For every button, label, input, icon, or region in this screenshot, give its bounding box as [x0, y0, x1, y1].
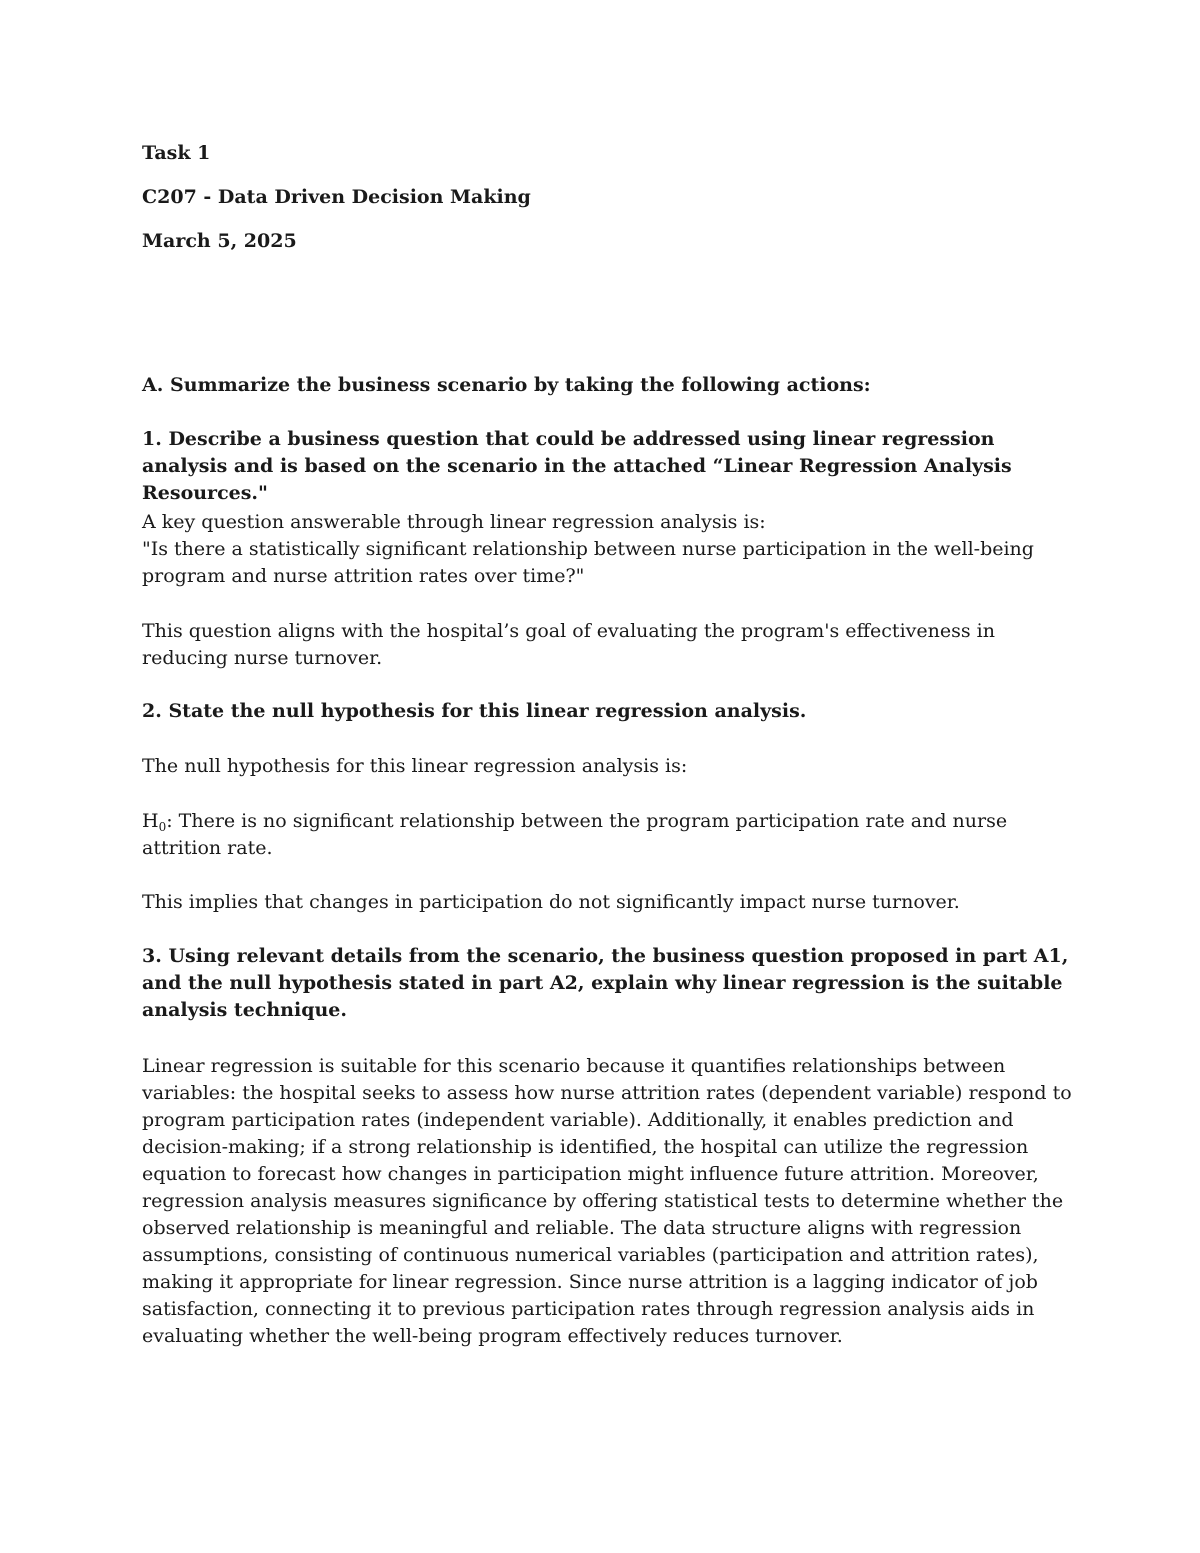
document-date: March 5, 2025	[142, 230, 297, 252]
hypothesis-subscript: 0	[158, 820, 167, 834]
answer-2-implication: This implies that changes in participation do not significantly impact nurse turnover.	[142, 891, 960, 913]
section-a-heading-block	[142, 372, 1072, 399]
hypothesis-text: : There is no significant relationship between the program participation rate and nurse attrition rate.	[142, 810, 1008, 859]
answer-1-intro: A key question answerable through linear regression analysis is:	[142, 511, 766, 533]
question-2: 2. State the null hypothesis for this linear regression analysis.	[142, 700, 807, 722]
hypothesis-symbol: H	[142, 810, 159, 832]
answer-2-intro-block	[142, 753, 1072, 780]
answer-1-alignment-block	[142, 618, 1072, 672]
answer-3-block	[142, 1053, 1072, 1350]
course-title: C207 - Data Driven Decision Making	[142, 186, 531, 208]
answer-2-intro: The null hypothesis for this linear regression analysis is:	[142, 755, 688, 777]
task-title: Task 1	[142, 142, 211, 164]
null-hypothesis	[142, 808, 1072, 862]
answer-1-block	[142, 509, 1072, 590]
question-2-block	[142, 698, 1072, 725]
section-a-heading: A. Summarize the business scenario by taking the following actions:	[142, 374, 871, 396]
null-hypothesis-block	[142, 808, 1072, 862]
question-3: 3. Using relevant details from the scenario, the business question proposed in part A1, and the null hypothesis stated in part A2, explain why linear regression is the suitable analysis technique.	[142, 945, 1069, 1021]
question-3-block	[142, 943, 1072, 1024]
answer-2-implication-block	[142, 889, 1072, 916]
answer-1-alignment: This question aligns with the hospital’s goal of evaluating the program's effectiveness in reducing nurse turnover.	[142, 620, 995, 669]
question-1-block	[142, 426, 1072, 507]
question-1: 1. Describe a business question that could be addressed using linear regression analysis and is based on the scenario in the attached “Linear Regression Analysis Resources."	[142, 428, 1012, 504]
answer-1-question: "Is there a statistically significant relationship between nurse participation in the well-being program and nurse attrition rates over time?"	[142, 538, 1034, 587]
answer-3: Linear regression is suitable for this scenario because it quantifies relationships between variables: the hospital seeks to assess how nurse attrition rates (dependent variable) respond to program participation rates (independent variable). Additionally, it enables prediction and decision-making; if a strong relationship is identified, the hospital can utilize the regression equation to forecast how changes in participation might influence future attrition. Moreover, regression analysis measures significance by offering statistical tests to determine whether the observed relationship is meaningful and reliable. The data structure aligns with regression assumptions, consisting of continuous numerical variables (participation and attrition rates), making it appropriate for linear regression. Since nurse attrition is a lagging indicator of job satisfaction, connecting it to previous participation rates through regression analysis aids in evaluating whether the well-being program effectively reduces turnover.	[142, 1055, 1072, 1347]
